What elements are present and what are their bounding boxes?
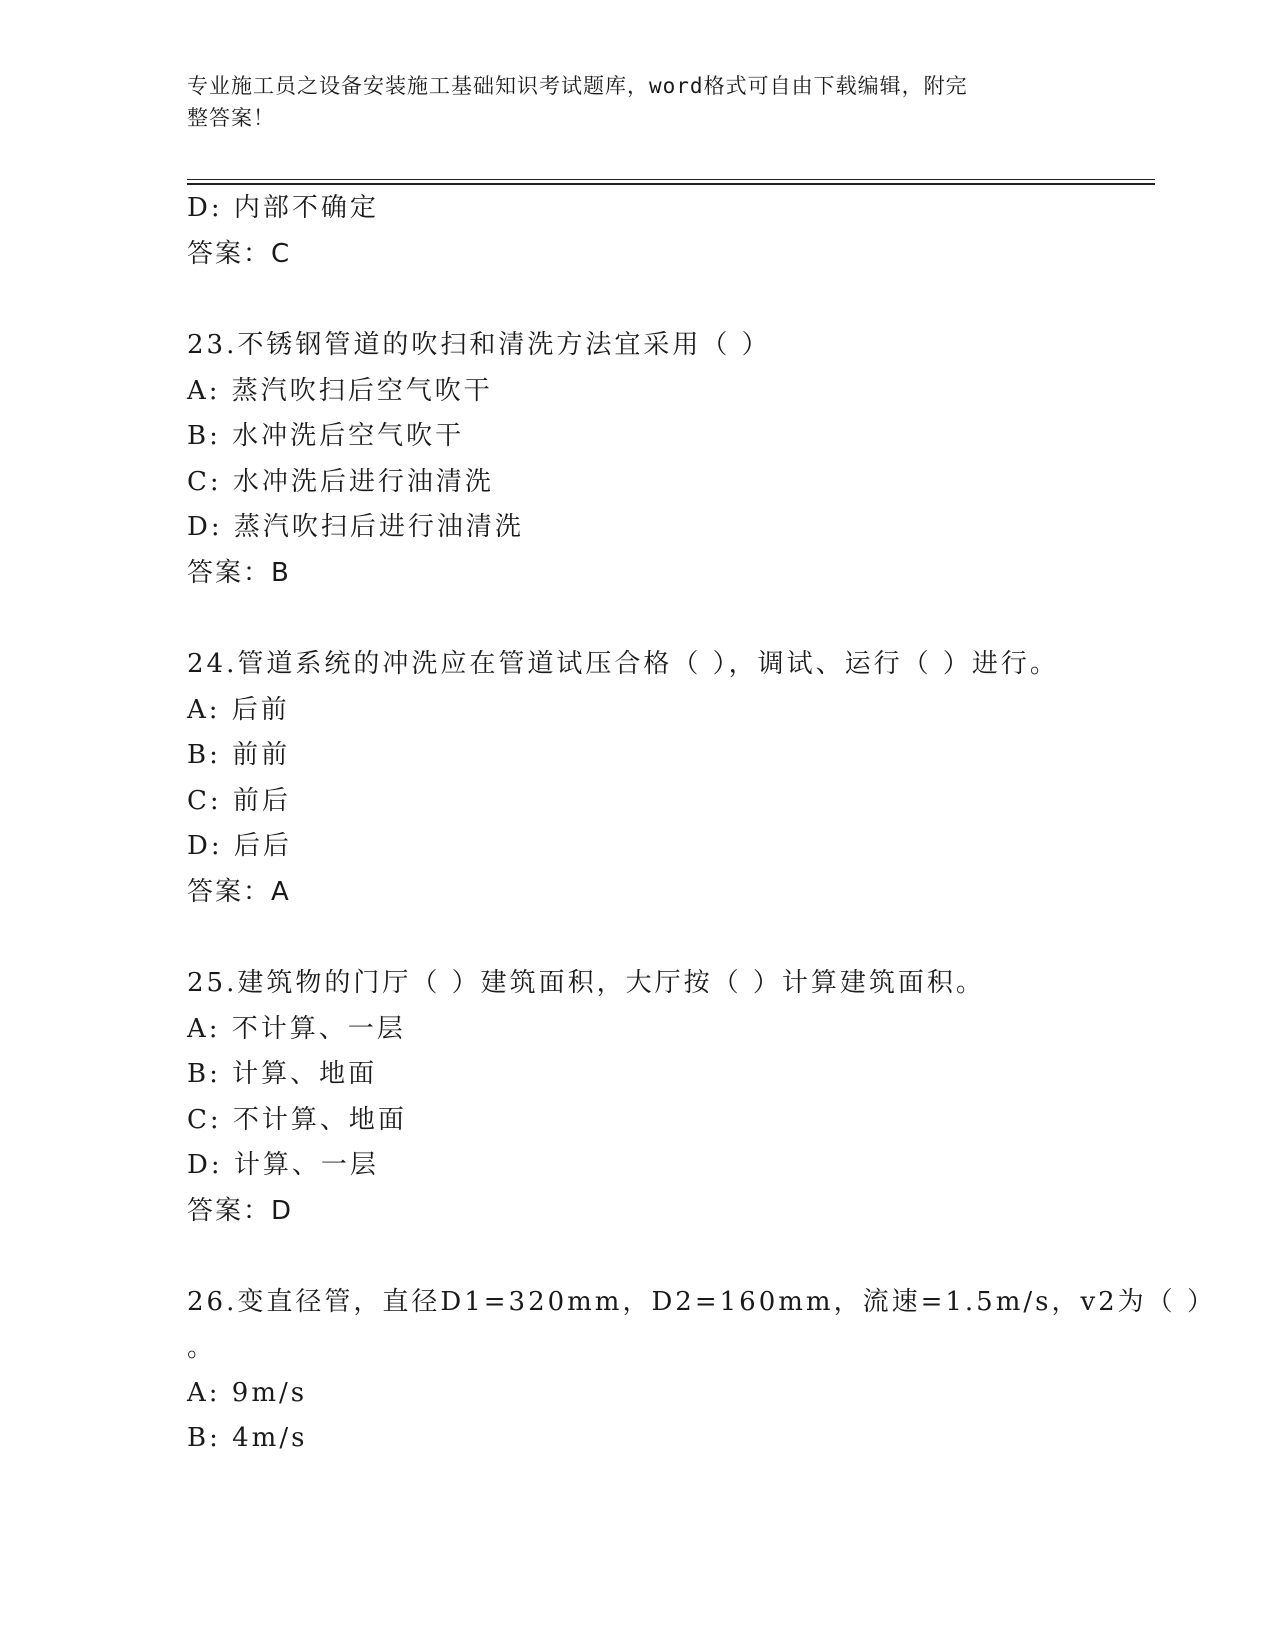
- question-text: 24.管道系统的冲洗应在管道试压合格（ ），调试、运行（ ）进行。: [187, 649, 1059, 679]
- option-c: C: 水冲洗后进行油清洗: [187, 466, 494, 497]
- option-b: B: 水冲洗后空气吹干: [187, 421, 465, 451]
- question-block-23: [187, 323, 1147, 596]
- question-list: [187, 186, 1216, 1462]
- option-a: A: 后前: [187, 694, 290, 725]
- answer-line: 答案：B: [187, 557, 291, 588]
- header-divider-thin: [187, 179, 1155, 180]
- option-d: D: 蒸汽吹扫后进行油清洗: [187, 512, 524, 542]
- option-b: B: 计算、地面: [187, 1059, 378, 1089]
- question-text: 26.变直径管，直径D1=320mm，D2=160mm，流速=1.5m/s，v2为（ ）: [187, 1287, 1216, 1317]
- option-a: A: 不计算、一层: [187, 1013, 406, 1044]
- option-c: C: 前后: [187, 785, 291, 816]
- question-block-25: [187, 961, 1147, 1234]
- question-text: 25.建筑物的门厅（ ）建筑面积，大厅按（ ）计算建筑面积。: [187, 968, 985, 998]
- header-line-1: 专业施工员之设备安装施工基础知识考试题库，word格式可自由下载编辑，附完: [187, 74, 968, 98]
- answer-line: 答案：A: [187, 876, 291, 907]
- option-b: B: 4m/s: [187, 1423, 308, 1453]
- option-d: D: 内部不确定: [187, 193, 379, 223]
- document-header: [187, 70, 1067, 134]
- option-a: A: 蒸汽吹扫后空气吹干: [187, 375, 493, 406]
- option-a: A: 9m/s: [187, 1377, 308, 1408]
- option-c: C: 不计算、地面: [187, 1104, 407, 1135]
- question-block-24: [187, 642, 1147, 915]
- question-block-26: [187, 1280, 1216, 1462]
- header-line-2: 整答案！: [187, 106, 275, 130]
- option-d: D: 计算、一层: [187, 1150, 379, 1180]
- answer-line: 答案：C: [187, 238, 292, 269]
- option-b: B: 前前: [187, 740, 291, 770]
- question-block-22: [187, 186, 1147, 277]
- header-divider-thick: [187, 183, 1155, 185]
- option-d: D: 后后: [187, 831, 292, 861]
- answer-line: 答案：D: [187, 1195, 294, 1226]
- question-text: 23.不锈钢管道的吹扫和清洗方法宜采用（ ）: [187, 330, 771, 360]
- question-text-continuation: 。: [187, 1332, 214, 1363]
